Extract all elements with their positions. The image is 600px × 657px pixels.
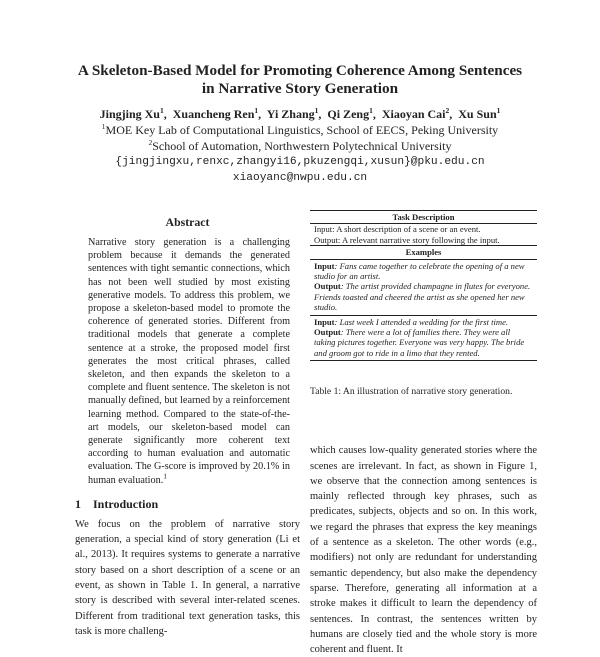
row-label: Output [314, 281, 341, 292]
intro-paragraph: We focus on the problem of narrative story generation, a special kind of story generation (Li et al., 2013). It requires systems to generate a narrative story based on a short description of a scene or an event, as shown in Table 1. In general, a narrative story is described with several inter-related scenes. Different from traditional text generation tasks, this task is more challeng- [75, 518, 300, 637]
row-label: Input [314, 260, 335, 271]
row-label: Input [314, 224, 333, 235]
affiliation-mark: 1 [496, 106, 501, 115]
table-header-examples: Examples [310, 246, 537, 259]
paper-title [60, 62, 540, 98]
row-text: Last week I attended a wedding for the first time. [339, 316, 509, 327]
email-line-1[interactable]: {jingjingxu,renxc,zhangyi16,pkuzengqi,xusun}@pku.edu.cn [115, 156, 485, 168]
title-line-2: in Narrative Story Generation [201, 80, 399, 97]
affiliation-mark: 1 [254, 106, 259, 115]
affiliation-mark: 2 [445, 106, 450, 115]
example-input: Input: Last week I attended a wedding for the first time. [314, 316, 509, 327]
row-label: Output [314, 327, 341, 338]
row-text: The artist provided champagne in flutes for everyone. Friends toasted and cheered the artist as she opened her new studio. [314, 281, 531, 313]
task-output-row: Output: A relevant narrative story following the input. [310, 235, 537, 246]
section-number: 1 [75, 496, 81, 511]
row-label: Input [314, 316, 335, 327]
row-text: There were a lot of families there. They were all taking pictures together. Everyone was very happy. The bride and groom got to ride in a limo that they rented. [314, 327, 525, 358]
table-caption: Table 1: An illustration of narrative story generation. [310, 386, 513, 398]
abstract-body [88, 236, 290, 487]
affiliation-mark: 1 [314, 106, 319, 115]
email-line-2[interactable]: xiaoyanc@nwpu.edu.cn [232, 172, 368, 184]
author-name: Xuancheng Ren [172, 107, 255, 121]
affiliation-1 [60, 122, 540, 138]
table-1 [310, 210, 537, 361]
left-column [75, 210, 300, 639]
abstract-text: Narrative story generation is a challenging problem because it demands the generated sentences with tight semantic connections, which has not been well studied by most existing generative models. To address this problem, we propose a skeleton-based model to promote the coherence of generated stories. Different from traditional models that generate a complete sentence at a stroke, the proposed model first generates the most critical phrases, called skeleton, and then expands the skeleton to a complete and fluent sentence. The skeleton is not manually defined, but learned by a reinforcement learning method. Compared to the state-of-the-art models, our skeleton-based model can generate significantly more coherent text according to human evaluation and automatic evaluation. The G-score is improved by 20.1% in human evaluation. [88, 237, 290, 486]
author-name: Qi Zeng [327, 107, 370, 121]
right-column [310, 210, 537, 657]
table-header-task-description: Task Description [310, 211, 537, 224]
row-text: A relevant narrative story following the input. [341, 234, 500, 245]
affiliation-2 [60, 138, 540, 154]
author-block [60, 106, 540, 186]
row-text: Fans came together to celebrate the opening of a new studio for an artist. [314, 260, 525, 282]
affiliation-mark: 1 [159, 106, 164, 115]
example-output: Output: There were a lot of families there. They were all taking pictures together. Everyone was very happy. The bride and groom got to ride in a limo that they rented. [314, 327, 525, 358]
row-text: A short description of a scene or an event. [336, 224, 481, 235]
author-name: Yi Zhang [266, 107, 315, 121]
title-line-1: A Skeleton-Based Model for Promoting Coherence Among Sentences [77, 62, 523, 79]
author-name: Xu Sun [458, 107, 497, 121]
section-title: Introduction [93, 496, 159, 511]
task-input-row: Input: A short description of a scene or an event. [314, 224, 481, 235]
row-label: Output [314, 234, 338, 245]
right-body-paragraph: which causes low-quality generated stories where the scenes are irrelevant. In fact, as shown in Figure 1, we observe that the connection among sentences is mainly reflected through key phrases, such as predicates, subjects, objects and so on. In this work, we regard the phrases that express the key meanings of a sentence as a skeleton. The other words (e.g., modifiers) not only are redundant for understanding semantic dependency, but also make the dependency sparse. Therefore, generating all information at a stroke makes it difficult to learn the dependency of sentences. In contrast, the sentences written by humans are closely tied and the whole story is more coherent and fluent. It [310, 445, 537, 656]
author-names: Jingjing Xu$^1$, Xuancheng Ren$^1$, Yi Zhang$^1$, Qi Zeng$^1$, Xiaoyan Cai$^2$, Xu Sun$^1$ [99, 106, 501, 121]
author-name: Xiaoyan Cai [381, 107, 446, 121]
section-heading-introduction [75, 497, 300, 512]
author-name: Jingjing Xu [99, 107, 160, 121]
example-input: Input: Fans came together to celebrate the opening of a new studio for an artist. [314, 260, 525, 282]
example-output: Output: The artist provided champagne in flutes for everyone. Friends toasted and cheered the artist as she opened her new studio. [314, 281, 531, 313]
affiliation-text: School of Automation, Northwestern Polytechnical University [152, 139, 452, 153]
abstract-heading: Abstract [165, 215, 210, 229]
footnote-mark[interactable]: 1 [163, 471, 168, 481]
affiliation-mark: 2 [148, 138, 153, 147]
affiliation-mark: 1 [101, 122, 106, 131]
affiliation-mark: 1 [369, 106, 373, 115]
example-2 [310, 316, 537, 361]
affiliation-text: MOE Key Lab of Computational Linguistics, School of EECS, Peking University [105, 123, 499, 137]
example-1 [310, 260, 537, 316]
